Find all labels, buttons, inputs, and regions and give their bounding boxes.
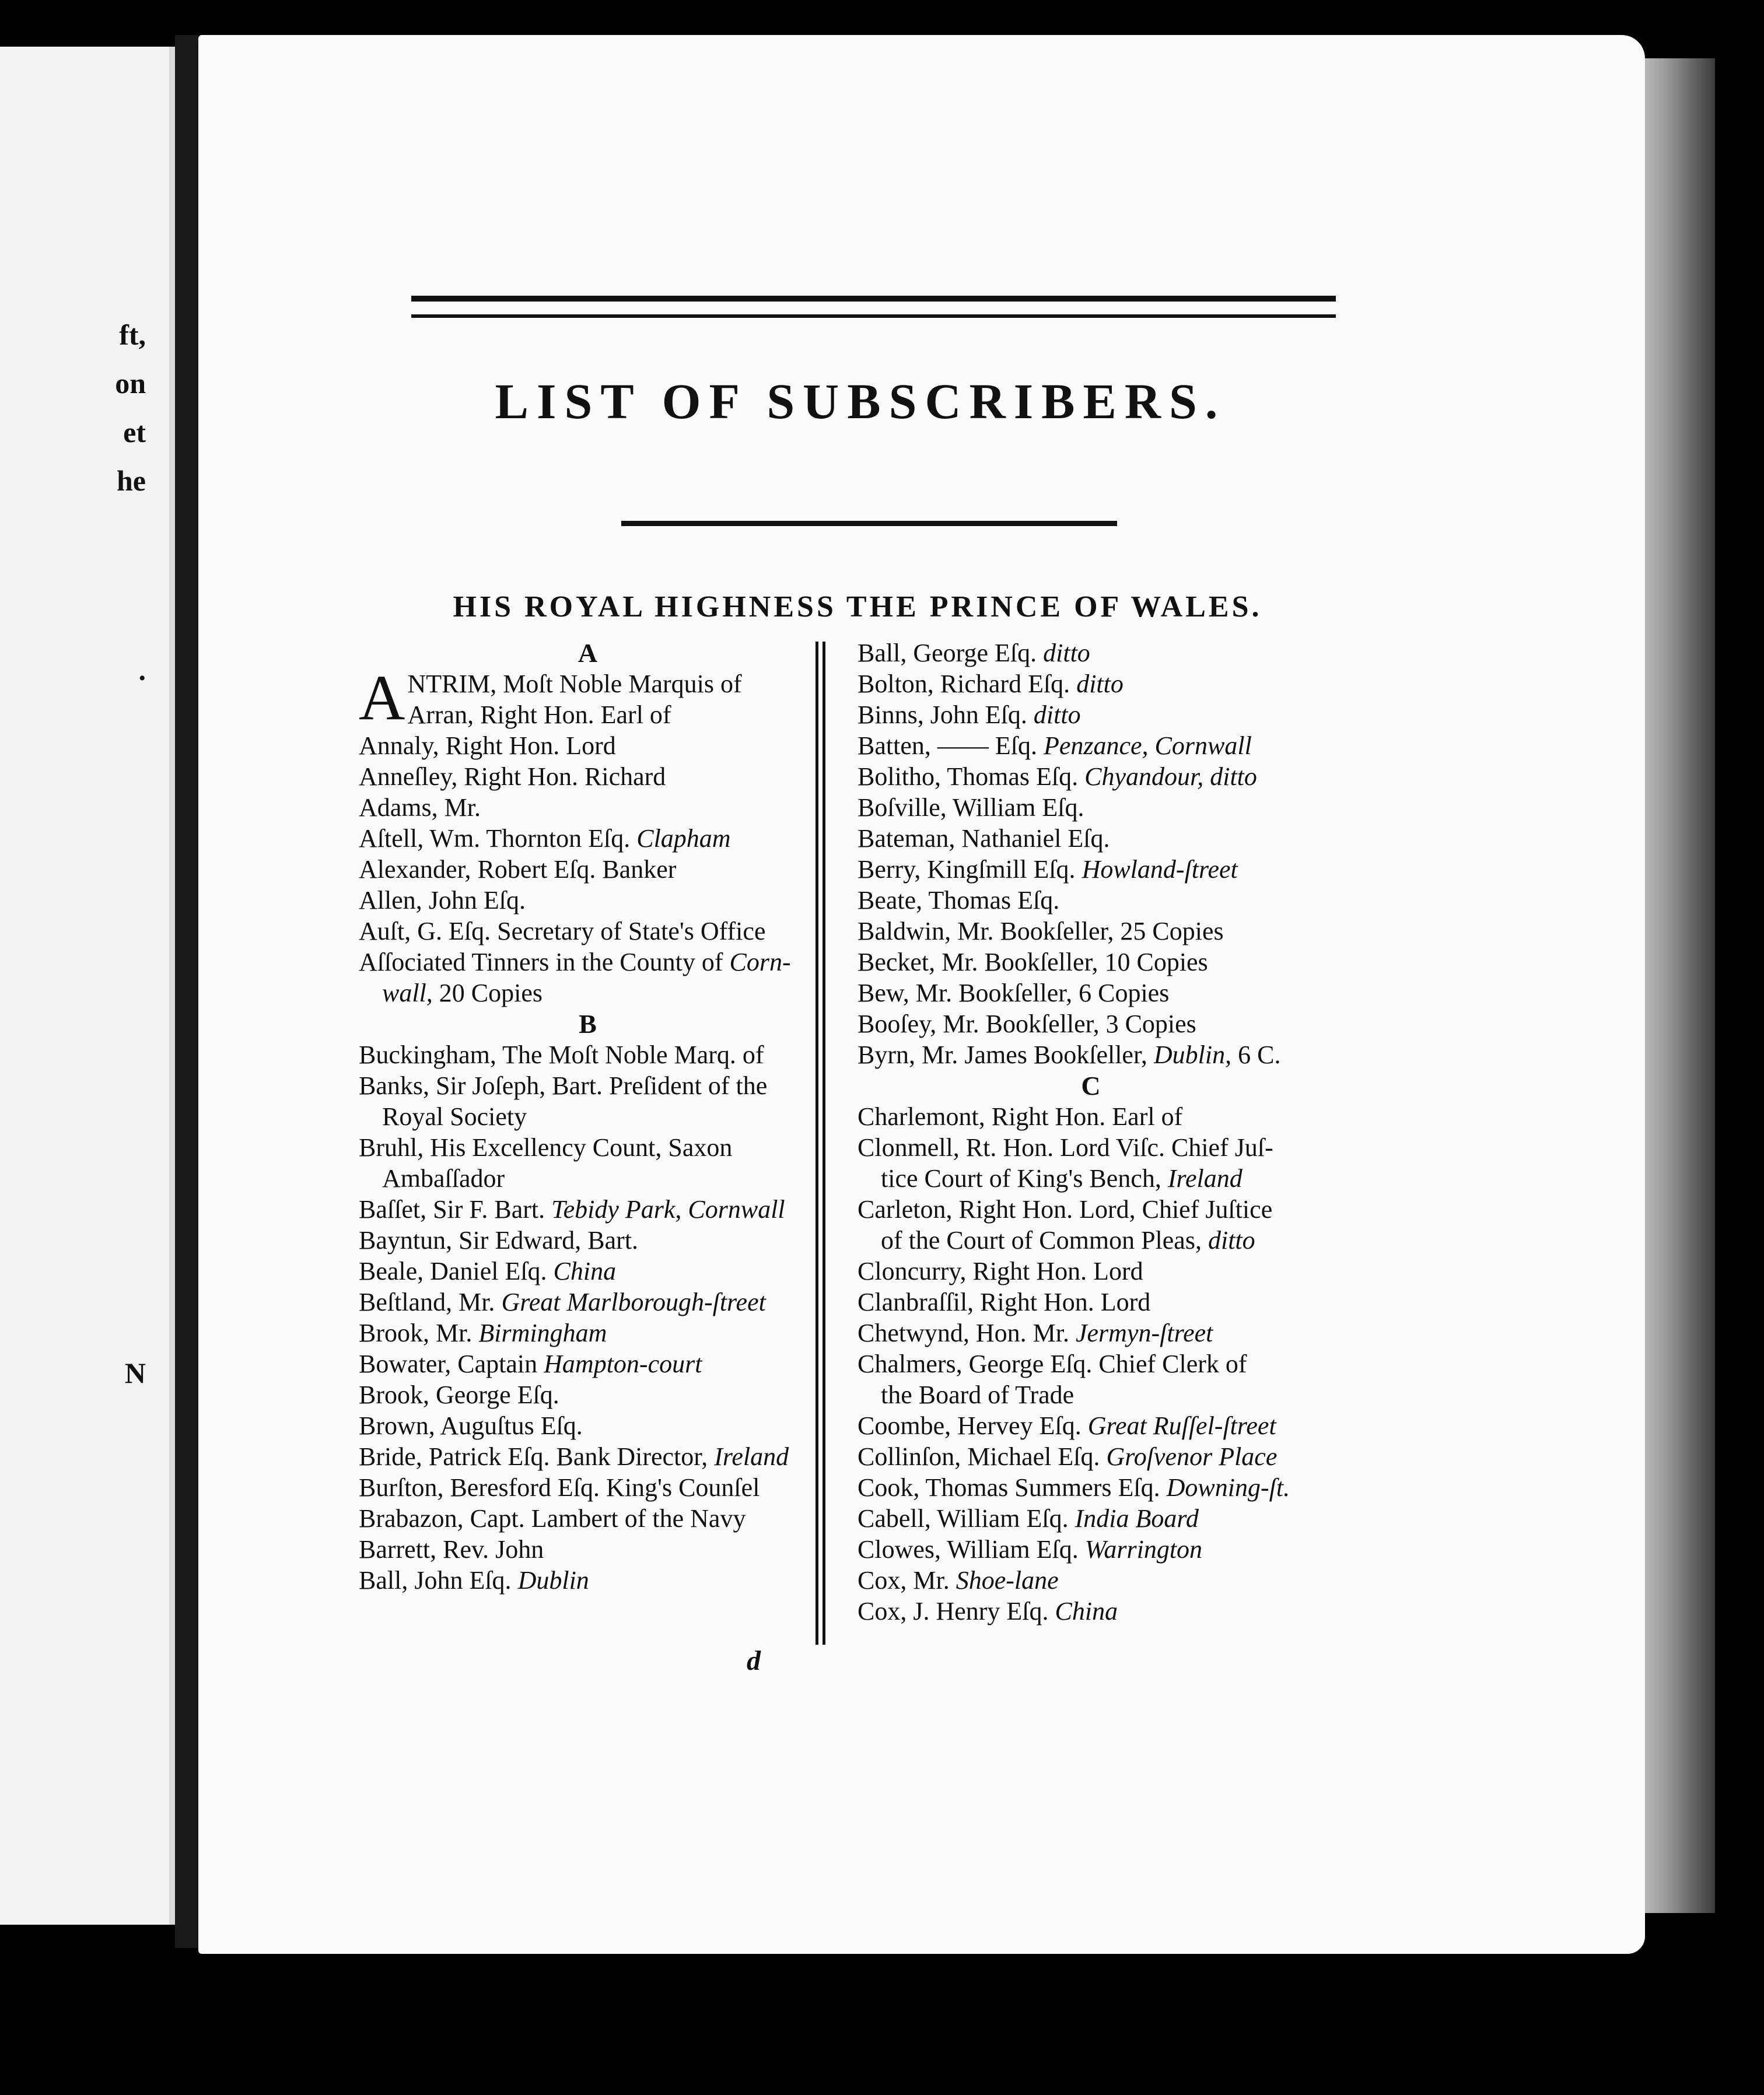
subscriber-name: Bowater, Captain	[359, 1350, 538, 1378]
subscriber-entry	[359, 1225, 817, 1256]
signature-mark: d	[747, 1645, 761, 1676]
subscriber-name: Barrett, Rev. John	[359, 1535, 544, 1564]
subscriber-entry	[858, 1163, 1324, 1194]
subscriber-place: wall,	[382, 979, 433, 1007]
dedication-heading: HIS ROYAL HIGHNESS THE PRINCE OF WALES.	[453, 590, 1262, 623]
subscriber-entry	[858, 1503, 1324, 1534]
subscriber-entry	[858, 1101, 1324, 1132]
section-letter: C	[1081, 1071, 1101, 1101]
subscriber-name: Cook, Thomas Summers Eſq.	[858, 1473, 1160, 1502]
subscriber-name: Clonmell, Rt. Hon. Lord Viſc. Chief Juſ-	[858, 1133, 1273, 1162]
subscriber-name: Annaly, Right Hon. Lord	[359, 731, 616, 760]
previous-page-text: he	[117, 464, 146, 497]
entry-text: Arran, Right Hon. Earl of	[407, 700, 671, 729]
subscriber-place: Great Marlborough-ſtreet	[501, 1288, 766, 1316]
subscriber-entry	[359, 792, 817, 823]
previous-page-text: on	[115, 367, 146, 400]
subscriber-name: Clanbraſſil, Right Hon. Lord	[858, 1288, 1151, 1316]
page-title: LIST OF SUBSCRIBERS.	[495, 373, 1226, 429]
subscriber-entry	[858, 761, 1324, 792]
previous-page-fragment	[0, 47, 175, 1925]
subscriber-entry	[858, 978, 1324, 1008]
subscriber-name: Booſey, Mr. Bookſeller, 3 Copies	[858, 1010, 1196, 1038]
previous-page-text: N	[124, 1357, 146, 1389]
subscriber-entry	[858, 1379, 1324, 1410]
subscriber-name: Coombe, Hervey Eſq.	[858, 1411, 1082, 1440]
subscriber-name: Berry, Kingſmill Eſq.	[858, 855, 1076, 884]
subscriber-name: Cabell, William Eſq.	[858, 1504, 1069, 1533]
subscriber-name: Adams, Mr.	[359, 793, 481, 822]
first-entry	[359, 662, 817, 733]
subscriber-name: Clowes, William Eſq.	[858, 1535, 1079, 1564]
subscriber-entry	[359, 1379, 817, 1410]
subscriber-place: Ireland	[1167, 1164, 1242, 1193]
subscriber-entry	[359, 885, 817, 916]
subscriber-name: Bride, Patrick Eſq. Bank Director,	[359, 1442, 708, 1471]
subscriber-place: Tebidy Park, Cornwall	[551, 1195, 785, 1224]
subscriber-entry	[858, 947, 1324, 978]
subscriber-name: Cloncurry, Right Hon. Lord	[858, 1257, 1143, 1285]
subscriber-name: Cox, J. Henry Eſq.	[858, 1597, 1049, 1625]
subscriber-place: Warrington	[1084, 1535, 1203, 1564]
subscriber-place: Birmingham	[478, 1319, 607, 1347]
subscriber-place: ditto	[1043, 639, 1090, 667]
section-letter: A	[578, 638, 598, 668]
subscriber-entry	[359, 1565, 817, 1596]
subscriber-name: Beate, Thomas Eſq.	[858, 886, 1060, 915]
subscriber-entry	[359, 1070, 817, 1101]
subscriber-place: China	[553, 1257, 617, 1285]
subscriber-entry	[858, 1039, 1324, 1070]
subscriber-name: Ball, John Eſq.	[359, 1566, 512, 1595]
subscriber-entry	[359, 1039, 817, 1070]
subscriber-entry	[359, 1101, 817, 1132]
subscriber-place: Chyandour, ditto	[1084, 762, 1257, 791]
page-edge	[1633, 58, 1715, 1913]
subscriber-name: Bolitho, Thomas Eſq.	[858, 762, 1079, 791]
subscriber-name: Binns, John Eſq.	[858, 700, 1027, 729]
subscriber-place: ditto	[1208, 1226, 1255, 1255]
column-divider-right	[822, 642, 825, 1645]
section-letter: B	[579, 1009, 597, 1039]
subscriber-entry	[858, 1348, 1324, 1379]
subscriber-entry	[359, 761, 817, 792]
previous-page-text: et	[123, 416, 146, 449]
subscriber-entry	[359, 1163, 817, 1194]
subscriber-name: Bruhl, His Excellency Count, Saxon	[359, 1133, 733, 1162]
subscriber-name: Chalmers, George Eſq. Chief Clerk of	[858, 1350, 1247, 1378]
subscriber-entry	[359, 1472, 817, 1503]
subscriber-name: Boſville, William Eſq.	[858, 793, 1084, 822]
subscriber-entry	[858, 1472, 1324, 1503]
subscriber-entry	[858, 1565, 1324, 1596]
previous-page-text: .	[138, 654, 146, 686]
subscriber-name: the Board of Trade	[881, 1381, 1074, 1409]
subscriber-name: Aſtell, Wm. Thornton Eſq.	[359, 824, 631, 853]
subscriber-name: Brook, George Eſq.	[359, 1381, 559, 1409]
subscriber-name: Bayntun, Sir Edward, Bart.	[359, 1226, 639, 1255]
book-gutter	[175, 35, 198, 1948]
subscriber-name: Bew, Mr. Bookſeller, 6 Copies	[858, 979, 1170, 1007]
subscriber-entry	[858, 1132, 1324, 1163]
title-rule	[621, 521, 1117, 526]
subscriber-name: Brook, Mr.	[359, 1319, 473, 1347]
subscriber-name: tice Court of King's Bench,	[881, 1164, 1161, 1193]
subscriber-entry	[858, 1008, 1324, 1039]
subscriber-place: Dublin	[517, 1566, 589, 1595]
subscriber-entry	[359, 1287, 817, 1318]
subscriber-entry	[359, 1348, 817, 1379]
subscriber-name: Baldwin, Mr. Bookſeller, 25 Copies	[858, 917, 1224, 945]
subscriber-place: Dublin,	[1153, 1041, 1232, 1069]
subscriber-place: Corn-	[729, 948, 791, 976]
subscriber-entry	[858, 1287, 1324, 1318]
subscriber-entry	[359, 1132, 817, 1163]
subscriber-place: Hampton-court	[544, 1350, 702, 1378]
subscriber-place: Jermyn-ſtreet	[1076, 1319, 1213, 1347]
subscriber-entry	[858, 637, 1324, 668]
subscriber-entry	[359, 1318, 817, 1348]
subscriber-entry	[858, 885, 1324, 916]
subscriber-entry	[359, 1441, 817, 1472]
subscriber-entry	[359, 1503, 817, 1534]
subscriber-name: of the Court of Common Pleas,	[881, 1226, 1202, 1255]
subscriber-name: Bateman, Nathaniel Eſq.	[858, 824, 1110, 853]
previous-page-text: ft,	[119, 318, 146, 351]
subscriber-entry	[858, 730, 1324, 761]
subscriber-entry	[858, 916, 1324, 947]
subscriber-note: 6 C.	[1231, 1041, 1281, 1069]
subscriber-entry	[359, 1194, 817, 1225]
subscriber-name: Anneſley, Right Hon. Richard	[359, 762, 666, 791]
subscriber-place: Ireland	[714, 1442, 789, 1471]
subscriber-name: Chetwynd, Hon. Mr.	[858, 1319, 1069, 1347]
subscriber-column-left	[359, 637, 817, 1596]
subscriber-name: Batten, —— Eſq.	[858, 731, 1037, 760]
subscriber-entry	[858, 1596, 1324, 1627]
subscriber-name: Ball, George Eſq.	[858, 639, 1037, 667]
subscriber-place: Great Ruſſel-ſtreet	[1087, 1411, 1276, 1440]
subscriber-name: Brabazon, Capt. Lambert of the Navy	[359, 1504, 746, 1533]
subscriber-entry	[858, 1318, 1324, 1348]
subscriber-name: Aſſociated Tinners in the County of	[359, 948, 723, 976]
subscriber-name: Becket, Mr. Bookſeller, 10 Copies	[858, 948, 1208, 976]
subscriber-entry	[359, 823, 817, 854]
subscriber-name: Burſton, Beresford Eſq. King's Counſel	[359, 1473, 760, 1502]
subscriber-place: Shoe-lane	[956, 1566, 1059, 1595]
subscriber-place: Penzance, Cornwall	[1043, 731, 1252, 760]
subscriber-entry	[858, 1410, 1324, 1441]
subscriber-name: Charlemont, Right Hon. Earl of	[858, 1102, 1183, 1131]
subscriber-name: Byrn, Mr. James Bookſeller,	[858, 1041, 1147, 1069]
subscriber-entry	[359, 1410, 817, 1441]
subscriber-name: Alexander, Robert Eſq. Banker	[359, 855, 677, 884]
subscriber-name: Buckingham, The Moſt Noble Marq. of	[359, 1041, 764, 1069]
subscriber-name: Bolton, Richard Eſq.	[858, 670, 1070, 698]
subscriber-name: Beale, Daniel Eſq.	[359, 1257, 547, 1285]
subscriber-name: Ambaſſador	[382, 1164, 505, 1193]
subscriber-entry	[359, 1534, 817, 1565]
subscriber-entry	[858, 1194, 1324, 1225]
subscriber-name: Royal Society	[382, 1102, 527, 1131]
subscriber-column-right	[858, 637, 1324, 1627]
subscriber-entry	[359, 1256, 817, 1287]
subscriber-entry	[858, 823, 1324, 854]
subscriber-name: Allen, John Eſq.	[359, 886, 526, 915]
subscriber-name: Banks, Sir Joſeph, Bart. Preſident of the	[359, 1071, 768, 1100]
subscriber-name: Baſſet, Sir F. Bart.	[359, 1195, 545, 1224]
subscriber-place: Howland-ſtreet	[1082, 855, 1238, 884]
subscriber-name: Carleton, Right Hon. Lord, Chief Juſtice	[858, 1195, 1273, 1224]
entry-text: NTRIM, Moſt Noble Marquis of	[407, 670, 742, 698]
top-double-rule	[411, 296, 1336, 318]
subscriber-name: Cox, Mr.	[858, 1566, 950, 1595]
subscriber-place: ditto	[1033, 700, 1081, 729]
subscriber-place: India Board	[1074, 1504, 1199, 1533]
subscriber-name: Brown, Auguſtus Eſq.	[359, 1411, 583, 1440]
subscriber-entry	[359, 947, 817, 978]
subscriber-entry	[858, 1534, 1324, 1565]
subscriber-entry	[359, 978, 817, 1008]
subscriber-entry	[359, 916, 817, 947]
subscriber-entry	[858, 1225, 1324, 1256]
subscriber-entry	[858, 668, 1324, 699]
subscriber-name: Auſt, G. Eſq. Secretary of State's Office	[359, 917, 766, 945]
subscriber-place: Groſvenor Place	[1106, 1442, 1278, 1471]
subscriber-name: Beſtland, Mr.	[359, 1288, 495, 1316]
subscriber-entry	[359, 854, 817, 885]
subscriber-name: Collinſon, Michael Eſq.	[858, 1442, 1100, 1471]
drop-cap: A	[359, 662, 405, 733]
subscriber-note: 20 Copies	[432, 979, 543, 1007]
subscriber-place: ditto	[1076, 670, 1124, 698]
subscriber-entry	[858, 699, 1324, 730]
subscriber-place: Clapham	[636, 824, 731, 853]
subscriber-entry	[858, 854, 1324, 885]
subscriber-entry	[858, 1441, 1324, 1472]
subscriber-entry	[858, 1256, 1324, 1287]
subscriber-place: Downing-ſt.	[1166, 1473, 1290, 1502]
subscriber-place: China	[1055, 1597, 1118, 1625]
subscriber-entry	[858, 792, 1324, 823]
subscriber-entry	[359, 730, 817, 761]
